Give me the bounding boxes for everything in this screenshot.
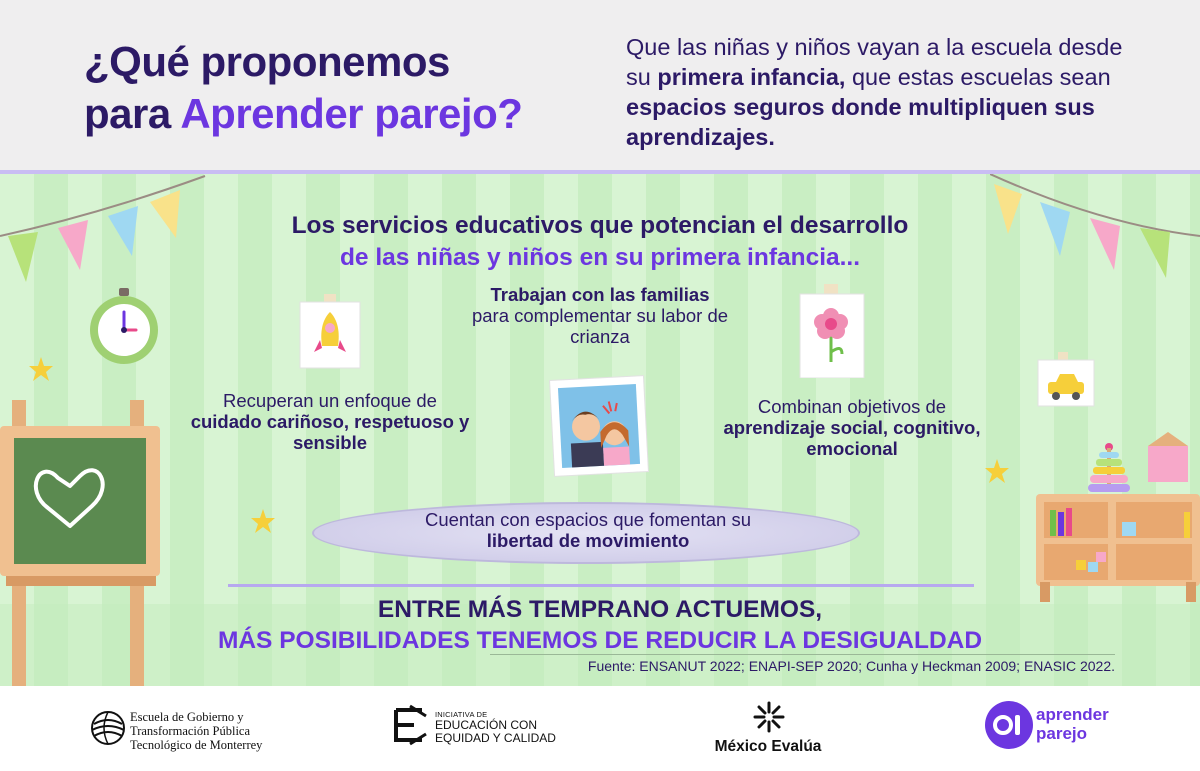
feature-cuidado-bold: cuidado cariñoso, respetuoso y sensible: [190, 411, 470, 453]
intro-bold-1: primera infancia,: [657, 64, 846, 90]
aprender-line1: aprender: [1036, 705, 1109, 724]
feature-cuidado: [190, 390, 470, 453]
feature-combinan-bold: aprendizaje social, cognitivo, emocional: [723, 417, 981, 459]
closing-line1: ENTRE MÁS TEMPRANO ACTUEMOS,: [377, 596, 823, 623]
feature-familias: [440, 284, 760, 347]
star-icon: [984, 458, 1010, 484]
toy-car-drawing-icon: [1036, 352, 1096, 408]
source-divider: [490, 654, 1115, 655]
intro-text-2: que estas escuelas sean: [845, 64, 1111, 90]
closing-line2: MÁS POSIBILIDADES TENEMOS DE REDUCIR LA DESIGUALDAD: [217, 627, 983, 654]
family-photo-icon: [548, 374, 650, 478]
iniciativa-line2: EDUCACIÓN CON: [435, 718, 538, 732]
star-icon: [250, 508, 276, 534]
section-subtitle: [200, 210, 1000, 274]
aprender-parejo-text: [1036, 705, 1146, 743]
closing-divider: [228, 584, 974, 587]
flower-drawing-icon: [796, 284, 866, 378]
closing-statement: [180, 594, 1020, 656]
bunting-left-icon: [0, 174, 210, 304]
feature-espacios-text: Cuentan con espacios que fomentan su: [424, 509, 752, 530]
feature-combinan: [712, 396, 992, 459]
intro-text-1: Que las niñas y niños vayan a la escuela desde su: [626, 34, 1123, 90]
feature-familias-bold: Trabajan con las familias: [490, 284, 710, 305]
header-banner: [0, 0, 1200, 170]
main-panel: [0, 174, 1200, 686]
feature-cuidado-text: Recuperan un enfoque de: [223, 390, 437, 411]
intro-statement: [626, 32, 1146, 152]
subtitle-line1: Los servicios educativos que potencian el desarrollo: [291, 212, 909, 239]
title-line1: ¿Qué proponemos: [84, 38, 450, 85]
feature-espacios: [360, 509, 816, 551]
egtp-line1: Escuela de Gobierno y: [130, 710, 244, 724]
mexico-evalua-text: México Evalúa: [714, 738, 822, 755]
iniciativa-line1: INICIATIVA DE: [435, 710, 488, 719]
bookshelf-icon: [1036, 432, 1200, 602]
bunting-right-icon: [990, 174, 1200, 304]
title-line2-accent: Aprender parejo?: [180, 90, 523, 137]
footer-logos: [0, 686, 1200, 771]
mexico-evalua-star-icon: [752, 700, 786, 734]
iniciativa-logo-text: [435, 710, 575, 745]
intro-bold-2: espacios seguros donde multipliquen sus aprendizajes.: [626, 94, 1095, 150]
iniciativa-logo-icon: [392, 704, 430, 746]
page-title: [84, 36, 604, 140]
feature-espacios-bold: libertad de movimiento: [486, 530, 690, 551]
aprender-parejo-logo-icon: [984, 700, 1034, 750]
egtp-line3: Tecnológico de Monterrey: [130, 738, 263, 752]
chalkboard-easel-icon: [0, 386, 170, 686]
feature-combinan-text: Combinan objetivos de: [757, 396, 947, 417]
subtitle-line2: de las niñas y niños en su primera infancia...: [339, 244, 861, 271]
aprender-line2: parejo: [1036, 724, 1088, 743]
egtp-logo-text: [130, 710, 290, 752]
egtp-line2: Transformación Pública: [130, 724, 251, 738]
egtp-globe-icon: [90, 710, 126, 746]
clock-icon: [86, 288, 162, 368]
rocket-drawing-icon: [298, 294, 364, 370]
star-icon: [28, 356, 54, 382]
title-line2-prefix: para: [84, 90, 181, 137]
feature-familias-text: para complementar su labor de crianza: [471, 305, 729, 347]
iniciativa-line3: EQUIDAD Y CALIDAD: [435, 731, 556, 745]
source-citation: Fuente: ENSANUT 2022; ENAPI-SEP 2020; Cunha y Heckman 2009; ENASIC 2022.: [587, 658, 1115, 674]
